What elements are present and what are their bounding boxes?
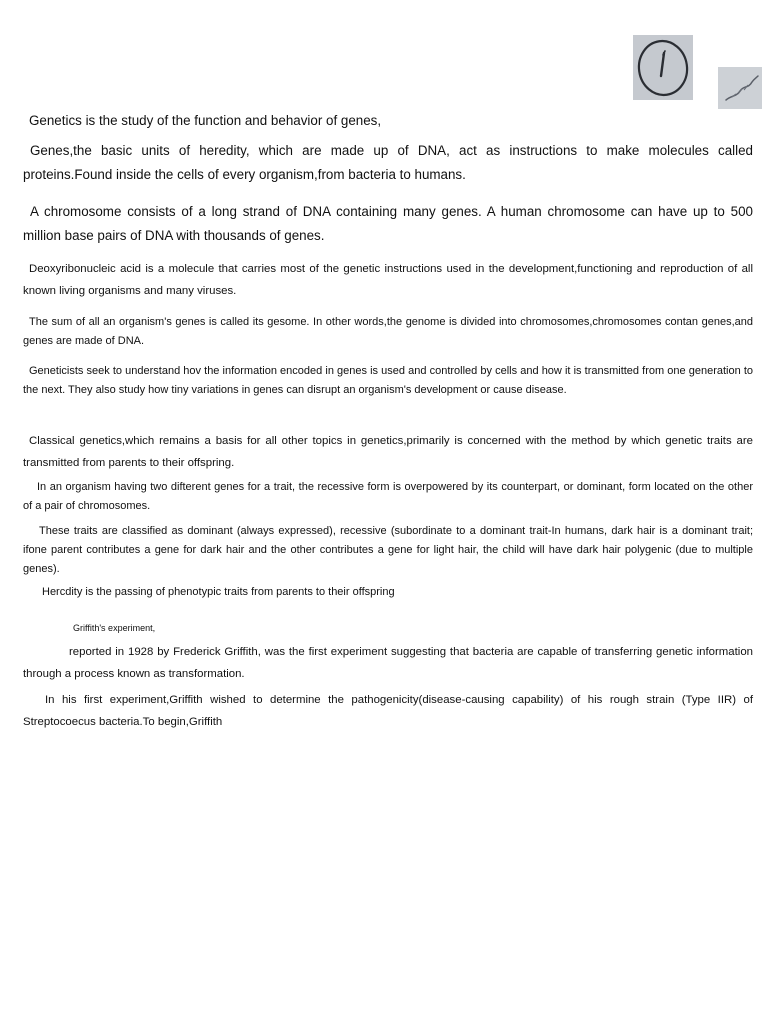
paragraph-genes: Genes,the basic units of heredity, which are made up of DNA, act as instructions to make molecules called proteins.Found inside the cells of every organism,from bacteria to humans.: [23, 143, 753, 182]
paragraph-geneticists: Geneticists seek to understand hov the information encoded in genes is used and controlled by cells and how it is transmitted from one generation to the next. They also study how tiny variations in genes can disrupt an organism's development or cause disease.: [23, 365, 753, 396]
signature-scribble: [718, 67, 762, 109]
paragraph-recessive-dominant: In an organism having two difterent genes for a trait, the recessive form is overpowered by its counterpart, or dominant, form located on the other of a pair of chromosomes.: [23, 481, 753, 512]
signature-icon: [718, 67, 762, 109]
paragraph-dna: Deoxyribonucleic acid is a molecule that carries most of the genetic instructions used in the development,functioning and reproduction of all known living organisms and many viruses.: [23, 263, 753, 297]
handwritten-number-stamp: [633, 35, 693, 100]
paragraph-traits: These traits are classified as dominant (always expressed), recessive (subordinate to a dominant trait-In humans, dark hair is a dominant trait; ifone parent contributes a gene for dark hair and the other contributes a gene for light hair, the child will have dark hair polygenic (due to multiple genes).: [23, 525, 753, 575]
heading-griffiths-experiment: Griffith's experiment,: [73, 623, 156, 633]
paragraph-classical-genetics: Classical genetics,which remains a basis for all other topics in genetics,primarily is concerned with the method by which genetic traits are transmitted from parents to their offspring.: [23, 435, 753, 469]
paragraph-heredity: Hercdity is the passing of phenotypic traits from parents to their offspring: [42, 586, 395, 598]
paragraph-genome: The sum of all an organism's genes is called its gesome. In other words,the genome is divided into chromosomes,chromosomes contan genes,and genes are made of DNA.: [23, 316, 753, 347]
paragraph-griffith-report: reported in 1928 by Frederick Griffith, was the first experiment suggesting that bacteria are capable of transferring genetic information through a process known as transformation.: [23, 646, 753, 680]
paragraph-chromosome: A chromosome consists of a long strand of DNA containing many genes. A human chromosome can have up to 500 million base pairs of DNA with thousands of genes.: [23, 204, 753, 243]
paragraph-genetics-definition: Genetics is the study of the function and behavior of genes,: [29, 113, 382, 128]
circled-one-icon: [633, 35, 693, 100]
paragraph-griffith-first-experiment: In his first experiment,Griffith wished to determine the pathogenicity(disease-causing capability) of his rough strain (Type IIR) of Streptocoecus bacteria.To begin,Griffith: [23, 694, 753, 728]
